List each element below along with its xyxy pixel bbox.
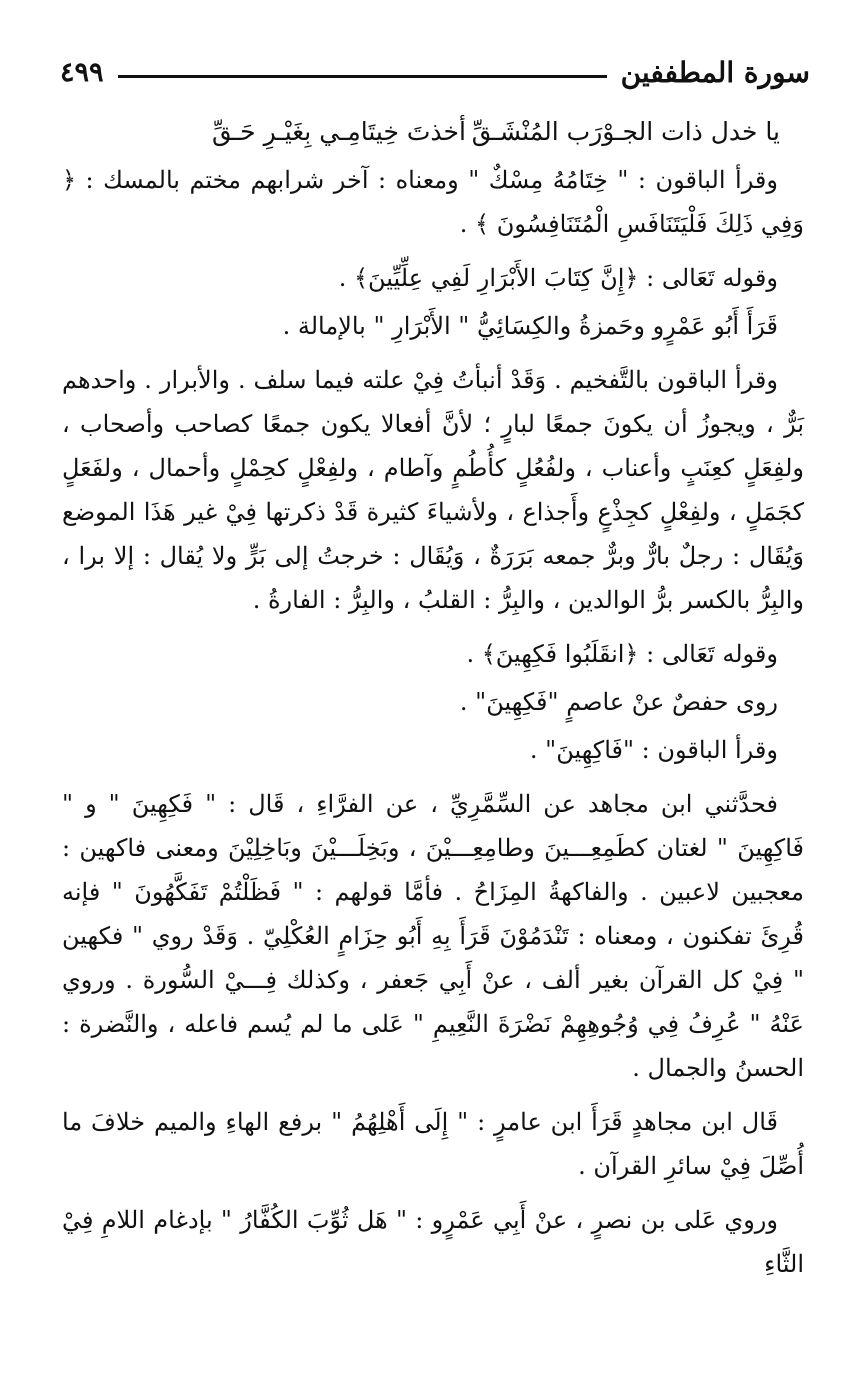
poetry-verse — [62, 112, 804, 152]
paragraph: قَرَأَ أَبُو عَمْرٍو وحَمزةُ والكِسَائِيُّ " الأَبْرَارِ " بالإمالة . — [282, 312, 778, 340]
verse-hemistich-left: أخذتَ خِيتَامِـي بِغَيْـرِ حَـقِّ — [212, 117, 466, 146]
paragraph: وقرأ الباقون : "فَاكِهِينَ" . — [529, 736, 778, 764]
page-body — [62, 112, 804, 1296]
paragraph: وقوله تَعَالى : ﴿انقَلَبُوا فَكِهِينَ﴾ . — [466, 640, 778, 668]
page-header — [60, 52, 810, 92]
paragraph: وقوله تَعَالى : ﴿إِنَّ كِتَابَ الأَبْرَارِ لَفِي عِلِّيِّينَ﴾ . — [338, 264, 778, 292]
paragraph: قَال ابن مجاهدٍ قَرَأَ ابن عامرٍ : " إِلَى أَهْلِهُمُ " برفع الهاءِ والميم خلافَ ما أُصِّلَ فِيْ سائرِ القرآن . — [62, 1108, 804, 1180]
paragraph: وقرأ الباقون : " خِتَامُهُ مِسْكٌ " ومعناه : آخر شرابهم مختم بالمسك : ﴿ وَفِي ذَلِكَ فَلْيَتَنَافَسِ الْمُتَنَافِسُونَ ﴾ . — [62, 166, 804, 238]
paragraph: روى حفصٌ عنْ عاصمٍ "فَكِهِينَ" . — [459, 688, 778, 716]
verse-hemistich-right: يا خدل ذات الجـوْرَب المُنْشَـقِّ — [471, 117, 780, 146]
paragraph: فحدَّثني ابن مجاهد عن السِّمَّرِيِّ ، عن الفرَّاءِ ، قَال : " فَكِهِينَ " و " فَاكِهِينَ " لغتان كطَمِعِـــينَ وطامِعِـــيْنَ ، وبَخِلَـــيْنَ وبَاخِلِيْنَ ومعنى فاكهين : معجبين لاعبين . والفاكهةُ المِزَاحُ . فأمَّا قولهم : " فَظَلْتُمْ تَفَكَّهُونَ " فإنه قُرِئَ تفكنون ، ومعناه : تَنْدَمُوْنَ قَرَأَ بِهِ أَبُو حِزَامٍ العُكْلِيّ . وَقَدْ روي " فكهين " فِيْ كل القرآن بغير ألف ، عنْ أَبِي جَعفر ، وكذلك فِـــيْ السُّورة . وروي عَنْهُ " عُرِفُ فِي وُجُوهِهِمْ نَضْرَةَ النَّعِيمِ " عَلى ما لم يُسم فاعله ، والنَّضرة : الحسنُ والجمال . — [62, 790, 804, 1082]
paragraph: وروي عَلى بن نصرٍ ، عنْ أَبِي عَمْرٍو : " هَل ثُوِّبَ الكُفَّارُ " بإدغام اللامِ فِيْ الثَّاءِ — [62, 1206, 804, 1278]
page-number: ٤٩٩ — [60, 56, 104, 88]
surah-title: سورة المطففين — [620, 55, 810, 89]
header-rule — [118, 75, 607, 78]
paragraph: وقرأ الباقون بالتَّفخيم . وَقَدْ أنبأتُ فِيْ علته فيما سلف . والأبرار . واحدهم بَرٌّ ، ويجوزُ أن يكونَ جمعًا لبارٍ ؛ لأنَّ أفعالا يكون جمعًا كصاحب وأصحاب ، ولفِعَلٍ كعِنَبٍ وأعناب ، ولفُعُلٍ كأُطُمٍ وآطام ، ولفِعْلٍ كحِمْلٍ وأحمال ، ولفَعَلٍ كجَمَلٍ ، ولفِعْلٍ كجِذْعٍ وأَجذاع ، ولأشياءَ كثيرة قَدْ ذكرتها فِيْ غير هَذَا الموضع وَيُقَال : رجلٌ بارٌّ وبرٌّ جمعه بَرَرَةٌ ، وَيُقَال : خرجتُ إلى بَرٍّ ولا يُقال : إلا برا ، والبِرُّ بالكسر برُّ الوالدين ، والبِرُّ : القلبُ ، والبِرُّ : الفارةُ . — [62, 366, 804, 614]
